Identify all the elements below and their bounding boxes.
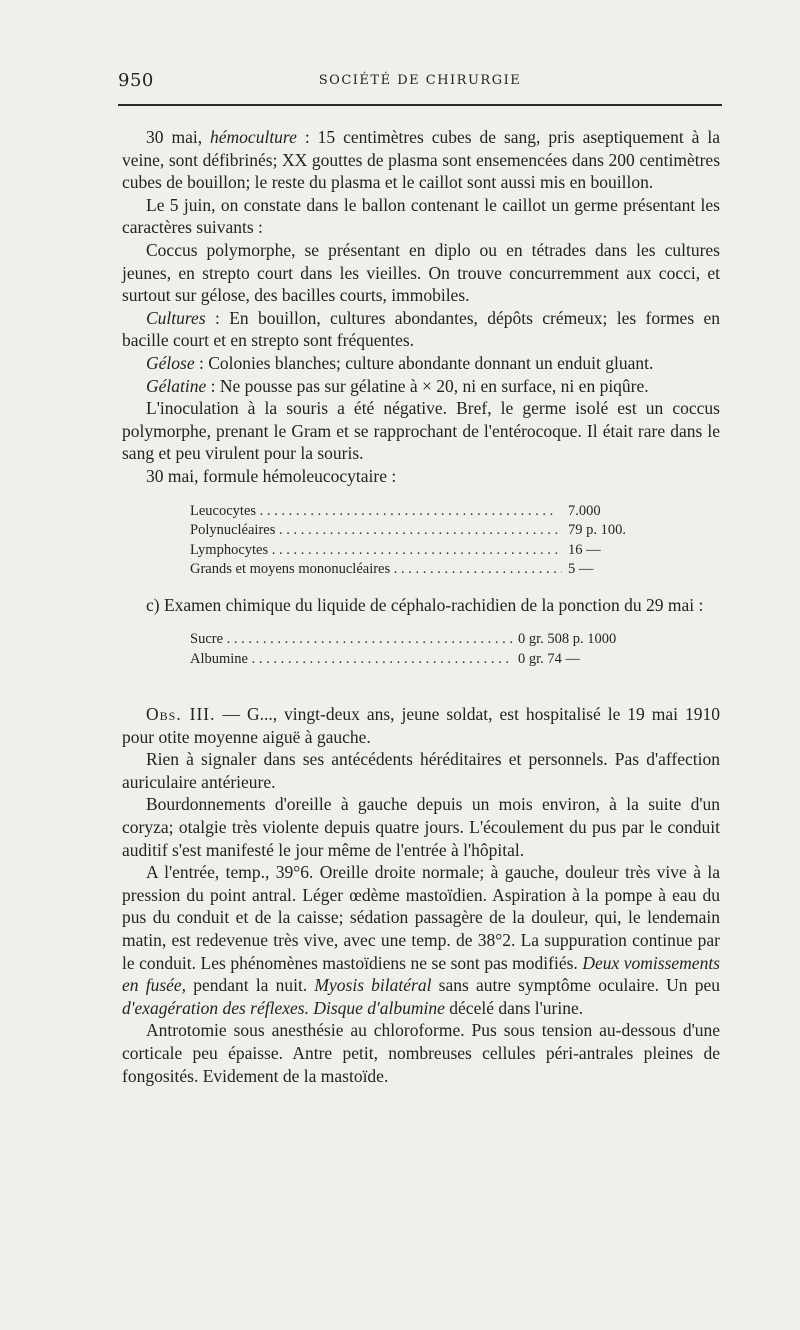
paragraph: Le 5 juin, on constate dans le ballon contenant le caillot un germe présentant les caractères suivants :	[122, 194, 720, 238]
paragraph: 30 mai, hémoculture : 15 centimètres cubes de sang, pris aseptiquement à la veine, sont défibrinés; XX gouttes de plasma sont ensemencées dans 200 centimètres cubes de bouillon; le reste du plasma et le caillot sont aussi mis en bouillon.	[122, 127, 720, 193]
paragraph: Coccus polymorphe, se présentant en diplo ou en tétrades dans les cultures jeunes, en strepto court dans les vieilles. On trouve concurremment aux cocci, et surtout sur gélose, des bacilles courts, immobiles.	[122, 239, 720, 306]
paragraph: 30 mai, formule hémoleucocytaire :	[146, 465, 397, 486]
body-text	[122, 126, 720, 1087]
paragraph: Cultures : En bouillon, cultures abondantes, dépôts crémeux; les formes en bacille court et en strepto sont fréquentes.	[122, 307, 720, 351]
paragraph: Antrotomie sous anesthésie au chloroforme. Pus sous tension au-dessous d'une corticale peu épaisse. Antre petit, nombreuses cellules péri-antrales pleines de fongosités. Evidement de la mastoïde.	[122, 1020, 720, 1086]
running-title: SOCIÉTÉ DE CHIRURGIE	[318, 73, 522, 88]
table-row: Albumine . . . 0 gr. 74 —	[190, 650, 640, 670]
paragraph: Gélose : Colonies blanches; culture abondante donnant un enduit gluant.	[146, 352, 654, 373]
section-gap	[122, 683, 720, 703]
page-number: 950	[118, 70, 154, 91]
chemical-exam-table	[190, 630, 640, 669]
table-row: Grands et moyens mononucléaires . . . 5 —	[190, 560, 640, 580]
table-row: Polynucléaires . . . 79 p. 100.	[190, 521, 640, 541]
paragraph: Gélatine : Ne pousse pas sur gélatine à × 20, ni en surface, ni en piqûre.	[146, 375, 649, 396]
paragraph: L'inoculation à la souris a été négative. Bref, le germe isolé est un coccus polymorphe, prenant le Gram et se rapprochant de l'entérocoque. Il était rare dans le sang et peu virulent pour la souris.	[122, 398, 720, 464]
paragraph: Rien à signaler dans ses antécédents héréditaires et personnels. Pas d'affection auriculaire antérieure.	[122, 749, 720, 792]
page-header	[118, 70, 722, 96]
table-row: Leucocytes . . . 7.000	[190, 502, 640, 522]
table-row: Lymphocytes . . . 16 —	[190, 541, 640, 561]
paragraph: Bourdonnements d'oreille à gauche depuis un mois environ, à la suite d'un coryza; otalgie très violente depuis quatre jours. L'écoulement du pus par le conduit auditif s'est manifesté le jour même de l'entrée à l'hôpital.	[122, 794, 720, 860]
hemoleucocyte-table	[190, 502, 640, 580]
header-rule	[118, 104, 722, 106]
paragraph: Obs. III. — G..., vingt-deux ans, jeune soldat, est hospitalisé le 19 mai 1910 pour otite moyenne aiguë à gauche.	[122, 704, 720, 747]
paragraph: c) Examen chimique du liquide de céphalo-rachidien de la ponction du 29 mai :	[146, 594, 704, 615]
paragraph: A l'entrée, temp., 39°6. Oreille droite normale; à gauche, douleur très vive à la pression du point antral. Léger œdème mastoïdien. Aspiration à la pompe à eau du pus du conduit et de la caisse; sédation passagère de la douleur, qui, le lendemain matin, est redevenue très vive, avec une temp. de 38°2. La suppuration continue par le conduit. Les phénomènes mastoïdiens ne se sont pas modifiés. Deux vomissements en fusée, pendant la nuit. Myosis bilatéral sans autre symptôme oculaire. Un peu d'exagération des réflexes. Disque d'albumine décelé dans l'urine.	[122, 862, 720, 1018]
table-row: Sucre . . . 0 gr. 508 p. 1000	[190, 630, 640, 650]
